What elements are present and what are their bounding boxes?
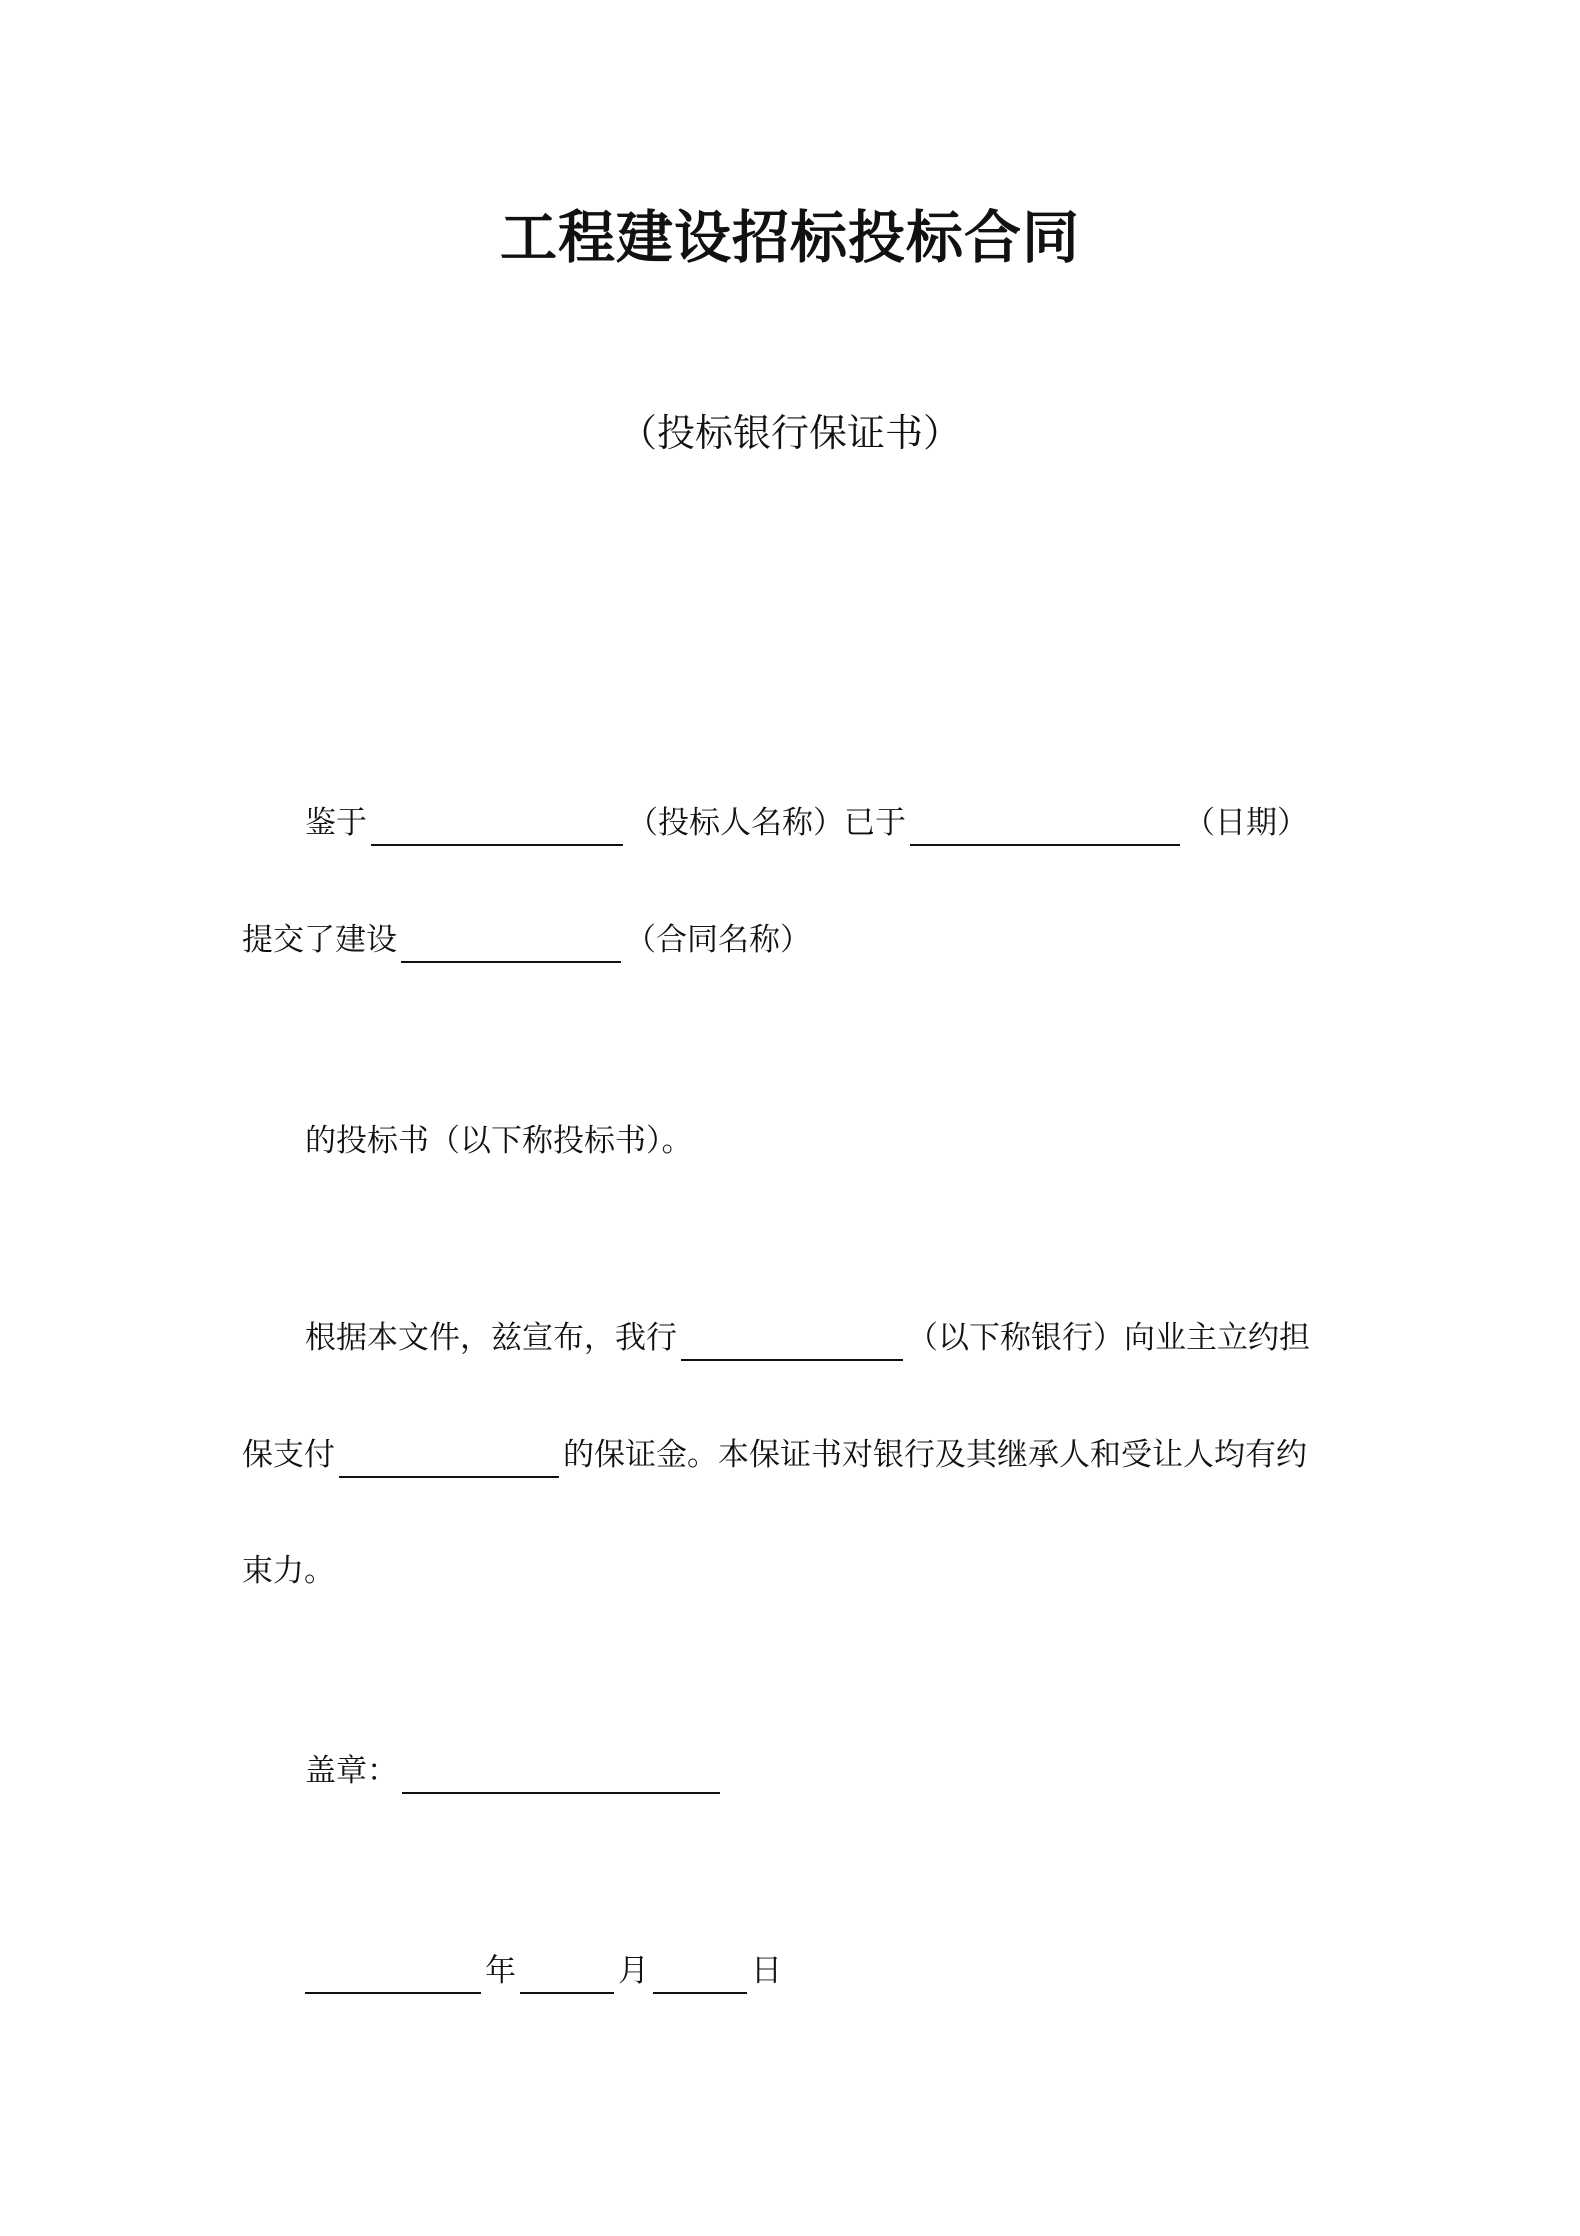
paragraph-2-line-1: 的投标书（以下称投标书）。 (305, 1123, 693, 1159)
text-submitted: 提交了建设 (242, 922, 397, 958)
text-bank-label: （以下称银行）向业主立约担 (907, 1320, 1310, 1356)
paragraph-3-line-1 (305, 1315, 1310, 1361)
document-subtitle: （投标银行保证书） (618, 411, 961, 455)
month-blank[interactable] (520, 1958, 614, 1994)
document-title: 工程建设招标投标合同 (500, 205, 1080, 271)
year-label: 年 (485, 1953, 516, 1989)
date-blank[interactable] (910, 810, 1180, 846)
text-guarantee-pay: 保支付 (242, 1437, 335, 1473)
text-guarantee-binding: 的保证金。本保证书对银行及其继承人和受让人均有约 (563, 1437, 1307, 1473)
bidder-name-blank[interactable] (371, 810, 623, 846)
paragraph-1-line-1 (305, 800, 1308, 846)
text-bidder-name-label: （投标人名称）已于 (627, 805, 906, 841)
text-contract-name-label: （合同名称） (625, 922, 811, 958)
seal-label: 盖章： (305, 1753, 398, 1789)
paragraph-3-line-3: 束力。 (242, 1553, 335, 1589)
seal-line (305, 1748, 724, 1794)
day-label: 日 (751, 1953, 782, 1989)
bank-name-blank[interactable] (681, 1325, 903, 1361)
date-line (305, 1948, 782, 1994)
text-jianyu: 鉴于 (305, 805, 367, 841)
paragraph-3-line-2 (242, 1432, 1307, 1478)
day-blank[interactable] (653, 1958, 747, 1994)
month-label: 月 (618, 1953, 649, 1989)
text-declaration: 根据本文件，兹宣布，我行 (305, 1320, 677, 1356)
paragraph-1-line-2 (242, 917, 811, 963)
text-date-label: （日期） (1184, 805, 1308, 841)
year-blank[interactable] (305, 1958, 481, 1994)
contract-name-blank[interactable] (401, 927, 621, 963)
seal-blank[interactable] (402, 1758, 720, 1794)
guarantee-amount-blank[interactable] (339, 1442, 559, 1478)
